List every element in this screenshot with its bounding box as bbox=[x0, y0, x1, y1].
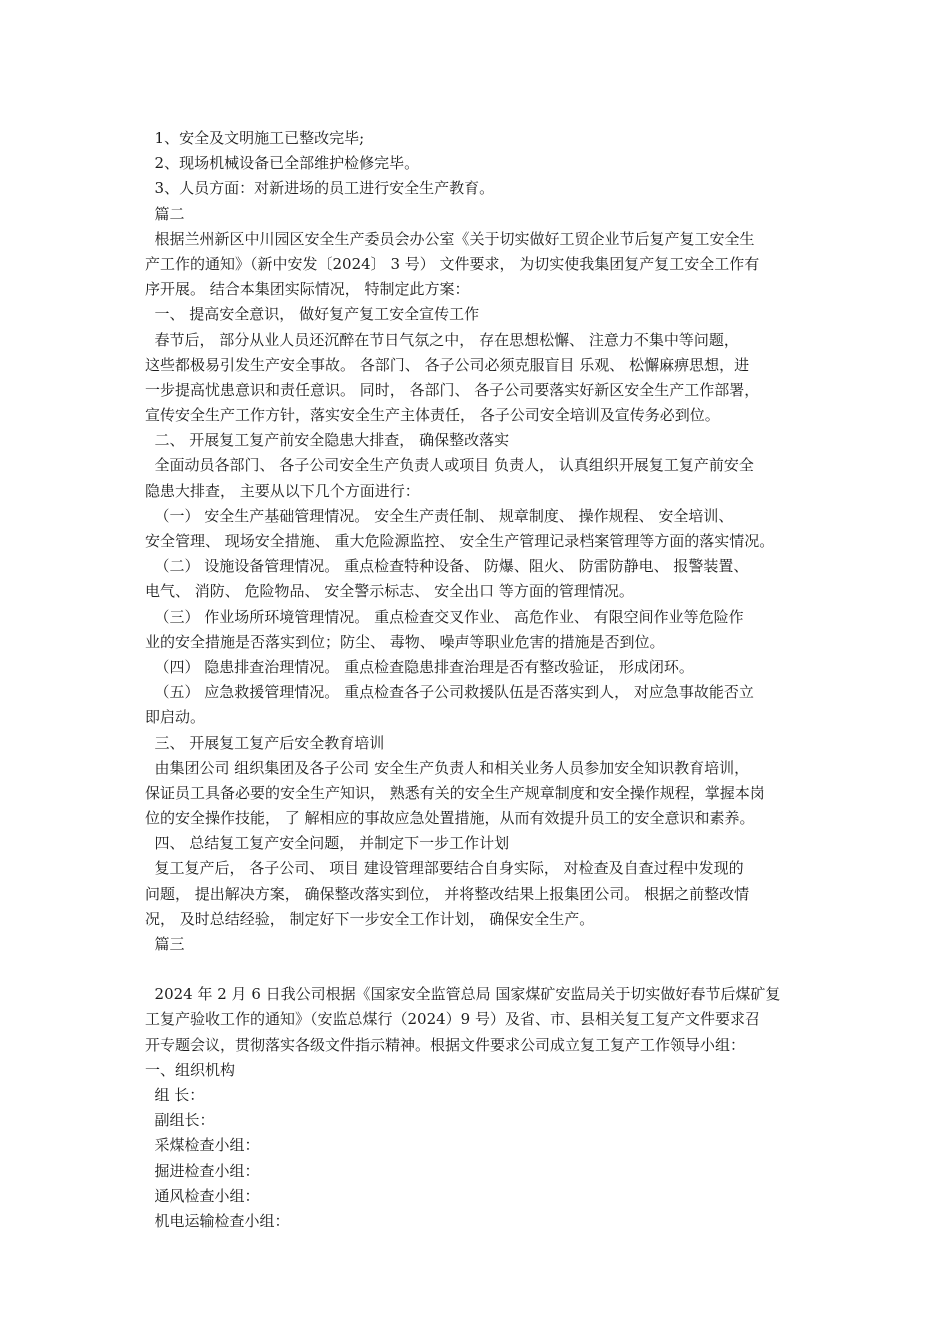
subheading: 一、组织机构 bbox=[145, 1060, 236, 1079]
subheading: 三、 开展复工复产后安全教育培训 bbox=[145, 733, 385, 752]
text-line: 通风检查小组： bbox=[145, 1186, 260, 1205]
section-heading: 篇三 bbox=[145, 935, 185, 953]
text-line: 保证员工具备必要的安全生产知识， 熟悉有关的安全生产规章制度和安全操作规程，掌握本岗 bbox=[145, 783, 765, 802]
text-line: 组 长： bbox=[145, 1085, 205, 1104]
text-line: 业的安全措施是否落实到位；防尘、 毒物、 噪声等职业危害的措施是否到位。 bbox=[145, 632, 665, 651]
text-line: 电气、 消防、 危险物品、 安全警示标志、 安全出口 等方面的管理情况。 bbox=[145, 582, 634, 601]
text-line: 采煤检查小组： bbox=[145, 1136, 260, 1155]
text-line: 复工复产后， 各子公司、 项目 建设管理部要结合自身实际， 对检查及自查过程中发现的 bbox=[145, 859, 744, 878]
text-line: 安全管理、 现场安全措施、 重大危险源监控、 安全生产管理记录档案管理等方面的落实情况。 bbox=[145, 532, 775, 550]
text-line: （二） 设施设备管理情况。 重点检查特种设备、 防爆、阻火、 防雷防静电、 报警装置、 bbox=[145, 557, 749, 576]
text-line: 况， 及时总结经验， 制定好下一步安全工作计划， 确保安全生产。 bbox=[145, 909, 595, 928]
text-line: 掘进检查小组： bbox=[145, 1161, 260, 1180]
text-line: 根据兰州新区中川园区安全生产委员会办公室《关于切实做好工贸企业节后复产复工安全生 bbox=[145, 229, 755, 248]
text-line: （一） 安全生产基础管理情况。 安全生产责任制、 规章制度、 操作规程、 安全培训、 bbox=[145, 506, 734, 525]
text-line: 这些都极易引发生产安全事故。 各部门、 各子公司必须克服盲目 乐观、 松懈麻痹思想，进 bbox=[145, 355, 750, 374]
text-line: 宣传安全生产工作方针，落实安全生产主体责任， 各子公司安全培训及宣传务必到位。 bbox=[145, 406, 720, 425]
text-line: 由集团公司 组织集团及各子公司 安全生产负责人和相关业务人员参加安全知识教育培训， bbox=[145, 758, 750, 777]
subheading: 二、 开展复工复产前安全隐患大排查， 确保整改落实 bbox=[145, 431, 510, 450]
text-line: 一步提高忧患意识和责任意识。 同时， 各部门、 各子公司要落实好新区安全生产工作部署， bbox=[145, 380, 760, 399]
subheading: 四、 总结复工复产安全问题， 并制定下一步工作计划 bbox=[145, 834, 510, 853]
document-page bbox=[145, 126, 815, 1234]
text-line: 开专题会议，贯彻落实各级文件指示精神。根据文件要求公司成立复工复产工作领导小组： bbox=[145, 1035, 746, 1054]
text-line: 机电运输检查小组： bbox=[145, 1211, 290, 1230]
text-line: 副组长： bbox=[145, 1111, 215, 1130]
text-line: 3、人员方面：对新进场的员工进行安全生产教育。 bbox=[145, 179, 495, 198]
text-line: 位的安全操作技能， 了 解相应的事故应急处置措施，从而有效提升员工的安全意识和素养。 bbox=[145, 809, 755, 828]
text-line: 序开展。 结合本集团实际情况， 特制定此方案： bbox=[145, 280, 470, 299]
text-line: 2024 年 2 月 6 日我公司根据《国家安全监管总局 国家煤矿安监局关于切实做好春节后煤矿复 bbox=[145, 985, 781, 1004]
text-line: 即启动。 bbox=[145, 708, 206, 727]
text-line: 全面动员各部门、 各子公司安全生产负责人或项目 负责人， 认真组织开展复工复产前安全 bbox=[145, 456, 754, 475]
subheading: 一、 提高安全意识， 做好复产复工安全宣传工作 bbox=[145, 305, 480, 324]
text-line: 隐患大排查， 主要从以下几个方面进行： bbox=[145, 481, 420, 500]
text-line: 春节后， 部分从业人员还沉醉在节日气氛之中， 存在思想松懈、 注意力不集中等问题， bbox=[145, 330, 739, 349]
text-line: 问题， 提出解决方案， 确保整改落实到位， 并将整改结果上报集团公司。 根据之前整改情 bbox=[145, 884, 750, 903]
text-line: 2、现场机械设备已全部维护检修完毕。 bbox=[145, 154, 420, 173]
section-heading: 篇二 bbox=[145, 204, 185, 223]
text-line: 工复产验收工作的通知》（安监总煤行（2024）9 号）及省、市、县相关复工复产文件要求召 bbox=[145, 1010, 760, 1029]
text-line: （五） 应急救援管理情况。 重点检查各子公司救援队伍是否落实到人， 对应急事故能否立 bbox=[145, 683, 754, 702]
blank-line bbox=[145, 957, 815, 982]
text-line: 1、安全及文明施工已整改完毕; bbox=[145, 129, 365, 147]
text-line: （四） 隐患排查治理情况。 重点检查隐患排查治理是否有整改验证， 形成闭环。 bbox=[145, 657, 694, 676]
text-line: （三） 作业场所环境管理情况。 重点检查交叉作业、 高危作业、 有限空间作业等危险作 bbox=[145, 607, 744, 626]
text-line: 产工作的通知》（新中安发〔2024〕 3 号） 文件要求， 为切实使我集团复产复工安全工作有 bbox=[145, 254, 760, 273]
